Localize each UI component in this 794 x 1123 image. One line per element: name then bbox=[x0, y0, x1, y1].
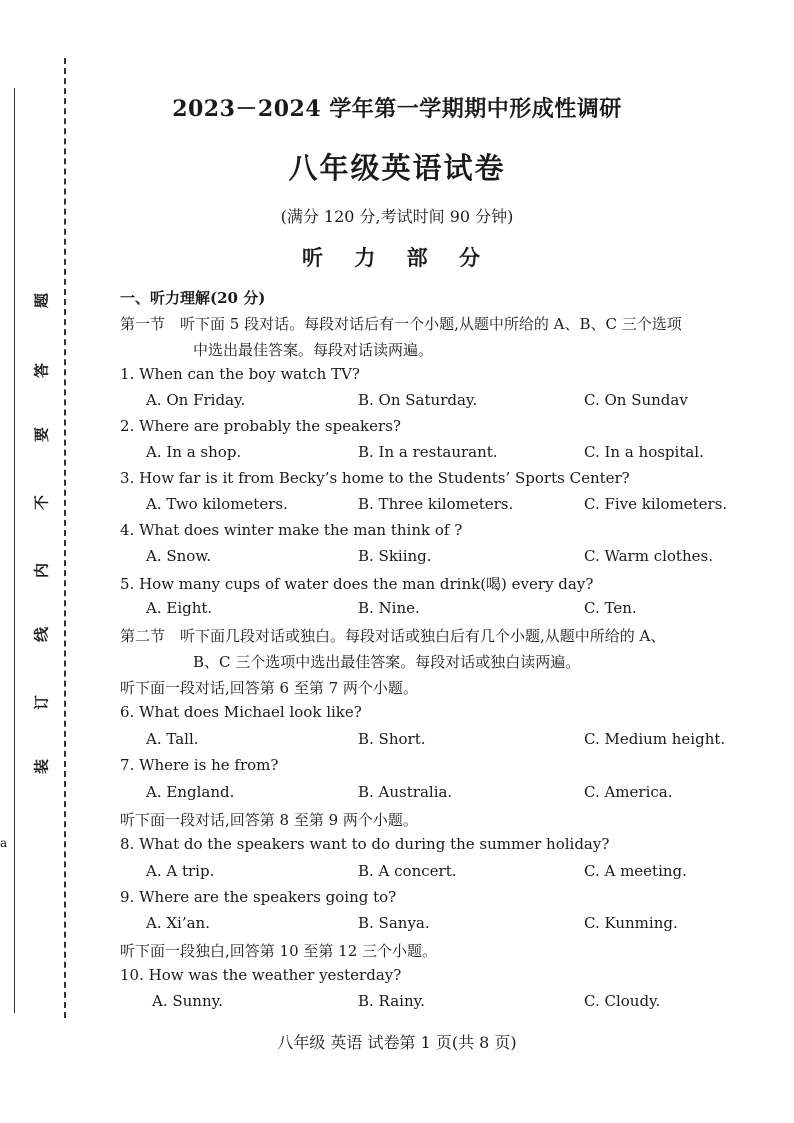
binding-char: 装 bbox=[32, 759, 51, 775]
option-a: A. Tall. bbox=[146, 730, 199, 748]
exam-note: (满分 120 分,考试时间 90 分钟) bbox=[280, 207, 514, 226]
option-b: B. A concert. bbox=[358, 862, 457, 880]
question-text: 4. What does winter make the man think of ? bbox=[120, 521, 463, 539]
option-b: B. In a restaurant. bbox=[358, 443, 498, 461]
binding-char: 内 bbox=[32, 563, 51, 579]
option-c: C. Medium height. bbox=[584, 730, 726, 748]
option-a: A. Snow. bbox=[146, 547, 212, 565]
option-a: A. Two kilometers. bbox=[146, 495, 288, 513]
option-c: C. America. bbox=[584, 783, 673, 801]
option-b: B. Three kilometers. bbox=[358, 495, 514, 513]
binding-char: 线 bbox=[32, 627, 51, 643]
option-c: C. Warm clothes. bbox=[584, 547, 713, 565]
option-c: C. Kunming. bbox=[584, 914, 678, 932]
binding-char: 订 bbox=[32, 695, 51, 711]
option-a: A. England. bbox=[146, 783, 235, 801]
question-text: 2. Where are probably the speakers? bbox=[120, 417, 401, 435]
option-a: A. In a shop. bbox=[146, 443, 242, 461]
instruction-line: 第二节 听下面几段对话或独白。每段对话或独白后有几个小题,从题中所给的 A、 bbox=[120, 627, 666, 645]
option-c: C. In a hospital. bbox=[584, 443, 704, 461]
option-c: C. Cloudy. bbox=[584, 992, 661, 1010]
option-a: A. Sunny. bbox=[152, 992, 223, 1010]
question-text: 8. What do the speakers want to do during the summer holiday? bbox=[120, 835, 610, 853]
option-a: A. Xi’an. bbox=[146, 914, 210, 932]
binding-dashed-line bbox=[64, 58, 66, 1018]
instruction-line: 第一节 听下面 5 段对话。每段对话后有一个小题,从题中所给的 A、B、C 三个选项 bbox=[120, 315, 682, 333]
question-text: 1. When can the boy watch TV? bbox=[120, 365, 360, 383]
question-text: 6. What does Michael look like? bbox=[120, 703, 362, 721]
dialogue-intro: 听下面一段对话,回答第 6 至第 7 两个小题。 bbox=[120, 679, 418, 697]
binding-char: 要 bbox=[32, 427, 51, 443]
option-a: A. Eight. bbox=[146, 599, 213, 617]
margin-mark: a bbox=[0, 836, 8, 850]
dialogue-intro: 听下面一段对话,回答第 8 至第 9 两个小题。 bbox=[120, 811, 418, 829]
option-c: C. Five kilometers. bbox=[584, 495, 728, 513]
option-b: B. Skiing. bbox=[358, 547, 432, 565]
option-a: A. A trip. bbox=[146, 862, 215, 880]
question-text: 3. How far is it from Becky’s home to the Students’ Sports Center? bbox=[120, 469, 630, 487]
binding-char: 不 bbox=[32, 495, 51, 511]
option-c: C. On Sundav bbox=[584, 391, 688, 409]
option-c: C. Ten. bbox=[584, 599, 637, 617]
question-text: 7. Where is he from? bbox=[120, 756, 279, 774]
binding-char: 题 bbox=[32, 293, 51, 309]
part-heading: 听 力 部 分 bbox=[302, 245, 492, 270]
option-a: A. On Friday. bbox=[146, 391, 246, 409]
option-b: B. Australia. bbox=[358, 783, 453, 801]
binding-char: 答 bbox=[32, 363, 51, 379]
instruction-line: 中选出最佳答案。每段对话读两遍。 bbox=[193, 341, 434, 359]
question-text: 5. How many cups of water does the man drink(喝) every day? bbox=[120, 575, 594, 593]
option-b: B. Nine. bbox=[358, 599, 420, 617]
option-b: B. Rainy. bbox=[358, 992, 425, 1010]
option-b: B. Sanya. bbox=[358, 914, 430, 932]
instruction-line: B、C 三个选项中选出最佳答案。每段对话或独白读两遍。 bbox=[193, 653, 581, 671]
page-footer: 八年级 英语 试卷第 1 页(共 8 页) bbox=[277, 1033, 517, 1052]
dialogue-intro: 听下面一段独白,回答第 10 至第 12 三个小题。 bbox=[120, 942, 438, 960]
question-text: 9. Where are the speakers going to? bbox=[120, 888, 397, 906]
exam-title: 八年级英语试卷 bbox=[288, 151, 506, 185]
option-b: B. On Saturday. bbox=[358, 391, 478, 409]
option-b: B. Short. bbox=[358, 730, 426, 748]
section-heading: 一、听力理解(20 分) bbox=[120, 289, 266, 307]
exam-year-line: 2023－2024 学年第一学期期中形成性调研 bbox=[172, 96, 622, 122]
option-c: C. A meeting. bbox=[584, 862, 687, 880]
question-text: 10. How was the weather yesterday? bbox=[120, 966, 402, 984]
